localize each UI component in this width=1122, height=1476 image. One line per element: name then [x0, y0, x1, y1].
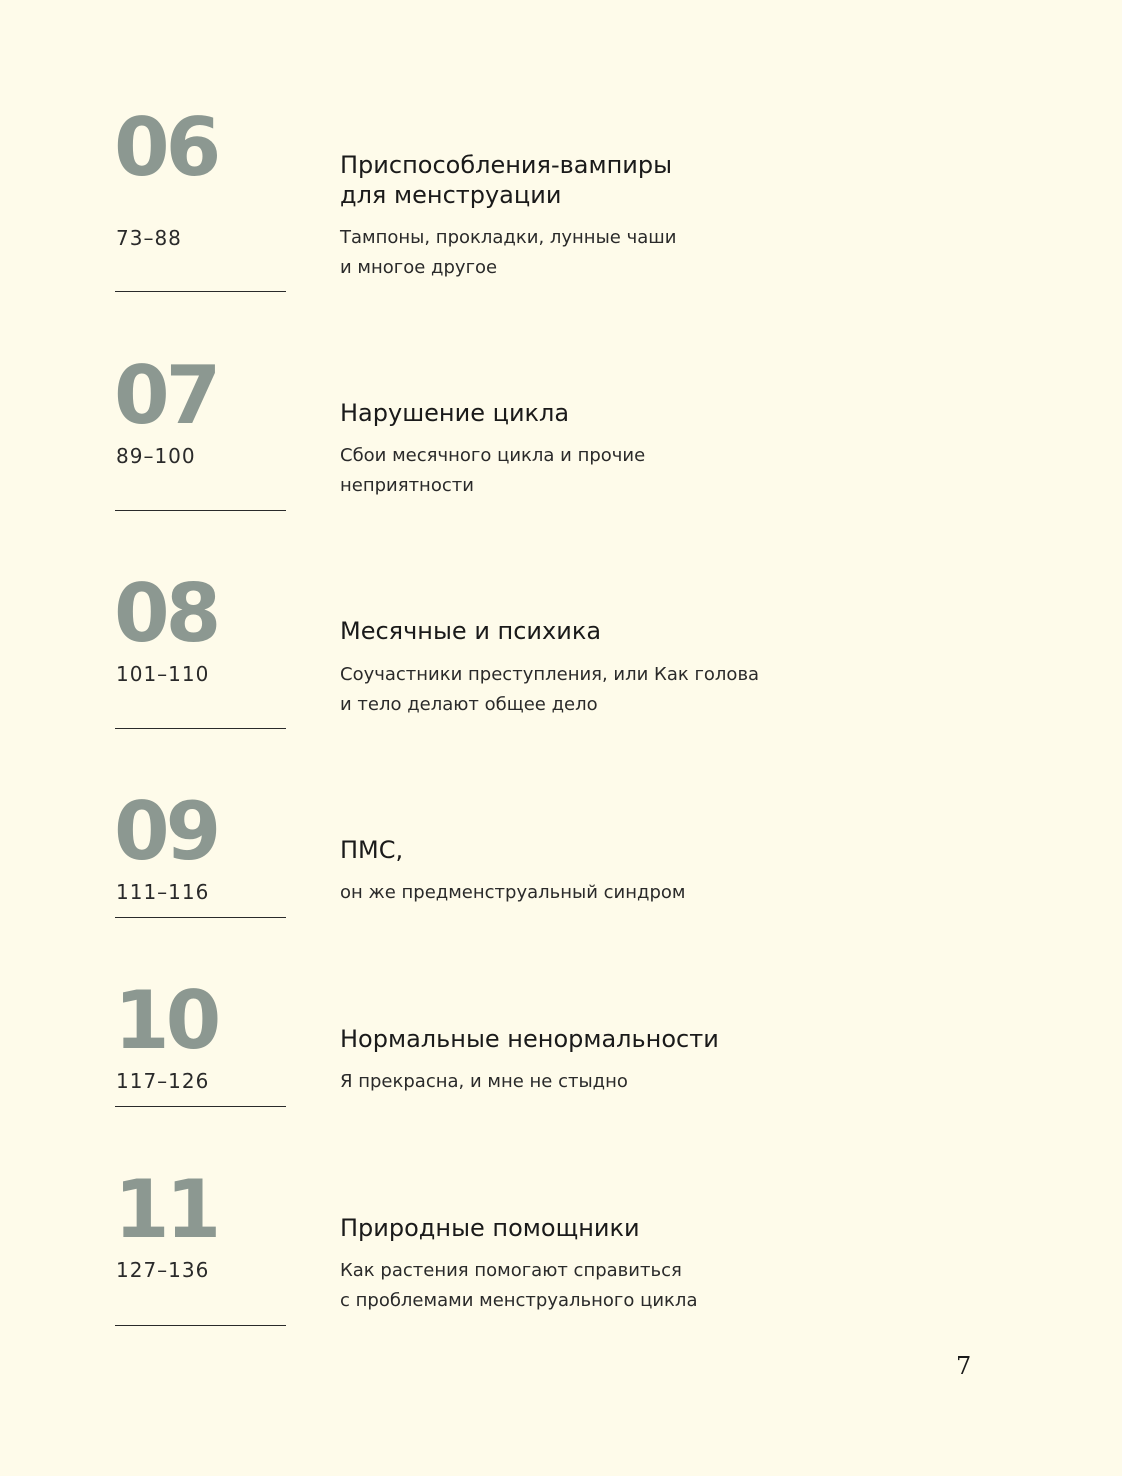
page-number: 7	[956, 1352, 972, 1380]
chapter-subtitle: он же предменструальный синдром	[340, 882, 686, 903]
chapter-number: 09	[114, 785, 218, 878]
chapter-number: 07	[114, 349, 218, 442]
page-range: 89–100	[116, 444, 196, 468]
chapter-number: 11	[114, 1163, 218, 1256]
divider	[115, 1106, 286, 1107]
chapter-number: 10	[114, 974, 218, 1067]
chapter-number: 06	[114, 101, 218, 194]
page-range: 111–116	[116, 880, 210, 904]
chapter-title: Нарушение цикла	[340, 399, 570, 427]
page-range: 127–136	[116, 1258, 210, 1282]
divider	[115, 291, 286, 292]
divider	[115, 510, 286, 511]
chapter-subtitle: Тампоны, прокладки, лунные чаши и многое другое	[340, 227, 677, 278]
page-range: 101–110	[116, 662, 210, 686]
divider	[115, 1325, 286, 1326]
chapter-subtitle: Как растения помогают справиться с проблемами менструального цикла	[340, 1260, 698, 1311]
page-range: 73–88	[116, 226, 182, 250]
page-range: 117–126	[116, 1069, 210, 1093]
chapter-title: Месячные и психика	[340, 617, 602, 645]
chapter-subtitle: Сбои месячного цикла и прочие неприятности	[340, 445, 646, 496]
chapter-subtitle: Соучастники преступления, или Как голова и тело делают общее дело	[340, 664, 760, 715]
chapter-title: ПМС,	[340, 836, 404, 864]
chapter-title: Природные помощники	[340, 1214, 640, 1242]
chapter-subtitle: Я прекрасна, и мне не стыдно	[340, 1071, 628, 1092]
chapter-title: Приспособления-вампиры для менструации	[340, 151, 673, 209]
divider	[115, 917, 286, 918]
divider	[115, 728, 286, 729]
chapter-number: 08	[114, 567, 218, 660]
chapter-title: Нормальные ненормальности	[340, 1025, 719, 1053]
